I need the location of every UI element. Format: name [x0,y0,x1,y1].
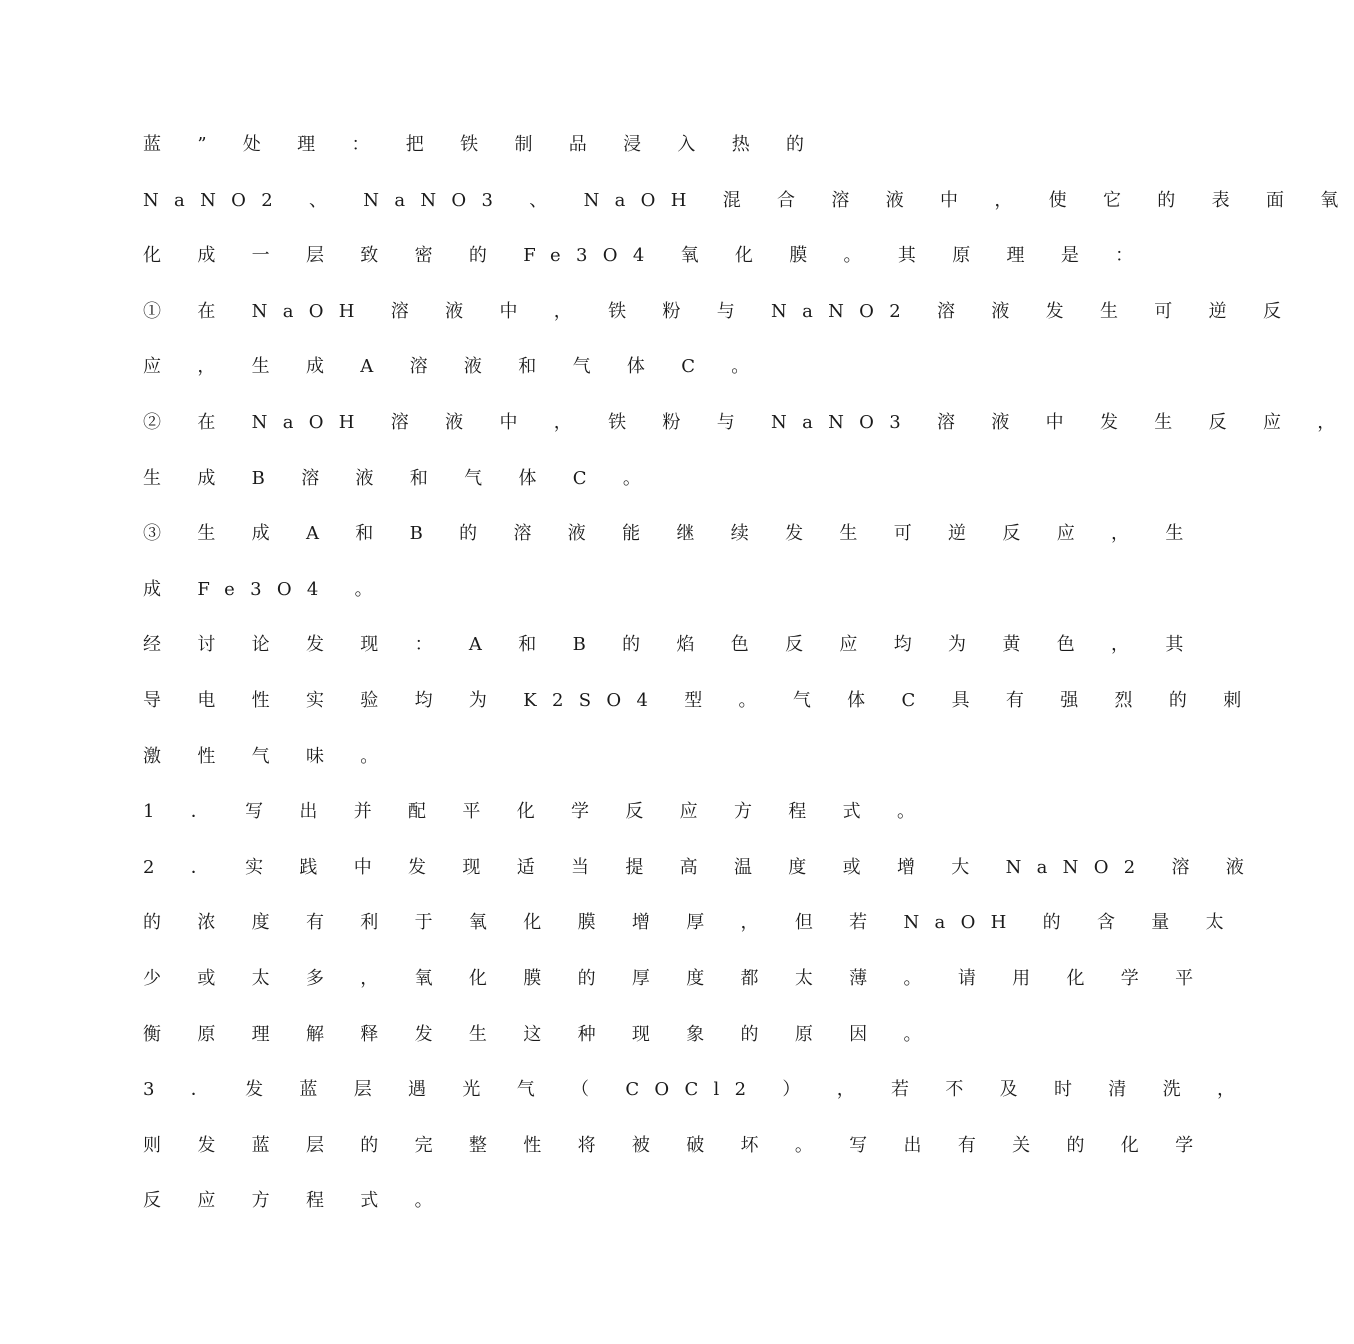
text-line: 生 成 B 溶 液 和 气 体 C 。 [143,467,657,489]
text-line: NaNO2 、 NaNO3 、 NaOH 混 合 溶 液 中 ， 使 它 的 表 面 氧 [143,189,1354,211]
text-line: 3 ． 发 蓝 层 遇 光 气 （ COCl2 ） ， 若 不 及 时 清 洗 ， [143,1079,1251,1101]
text-line: 反 应 方 程 式 。 [143,1190,448,1212]
text-line: 的 浓 度 有 利 于 氧 化 膜 增 厚 ， 但 若 NaOH 的 含 量 太 [143,912,1239,934]
text-line: 蓝 ” 处 理 ： 把 铁 制 品 浸 入 热 的 [143,134,820,155]
text-line: 化 成 一 层 致 密 的 Fe3O4 氧 化 膜 。 其 原 理 是 ： [143,245,1149,267]
text-line: 少 或 太 多 ， 氧 化 膜 的 厚 度 都 太 薄 。 请 用 化 学 平 [143,967,1209,989]
text-line: 激 性 气 味 。 [143,745,394,767]
text-line: 导 电 性 实 验 均 为 K2SO4 型 。 气 体 C 具 有 强 烈 的 刺 [143,689,1257,711]
text-line: ③ 生 成 A 和 B 的 溶 液 能 继 续 发 生 可 逆 反 应 ， 生 [143,523,1199,545]
text-line: ② 在 NaOH 溶 液 中 ， 铁 粉 与 NaNO3 溶 液 中 发 生 反 应 ， [143,411,1351,433]
text-line: 经 讨 论 发 现 ： A 和 B 的 焰 色 反 应 均 为 黄 色 ， 其 [143,634,1199,656]
document-body [143,128,1354,1240]
text-line: 1 ． 写 出 并 配 平 化 学 反 应 方 程 式 。 [143,801,931,823]
text-line: 2 ． 实 践 中 发 现 适 当 提 高 温 度 或 增 大 NaNO2 溶 液 [143,856,1260,878]
text-line: 衡 原 理 解 释 发 生 这 种 现 象 的 原 因 。 [143,1023,937,1045]
text-line: 则 发 蓝 层 的 完 整 性 将 被 破 坏 。 写 出 有 关 的 化 学 [143,1134,1209,1156]
text-line: 应 ， 生 成 A 溶 液 和 气 体 C 。 [143,356,765,378]
text-line: 成 Fe3O4 。 [143,578,388,600]
text-line: ① 在 NaOH 溶 液 中 ， 铁 粉 与 NaNO2 溶 液 发 生 可 逆 反 [143,300,1297,322]
